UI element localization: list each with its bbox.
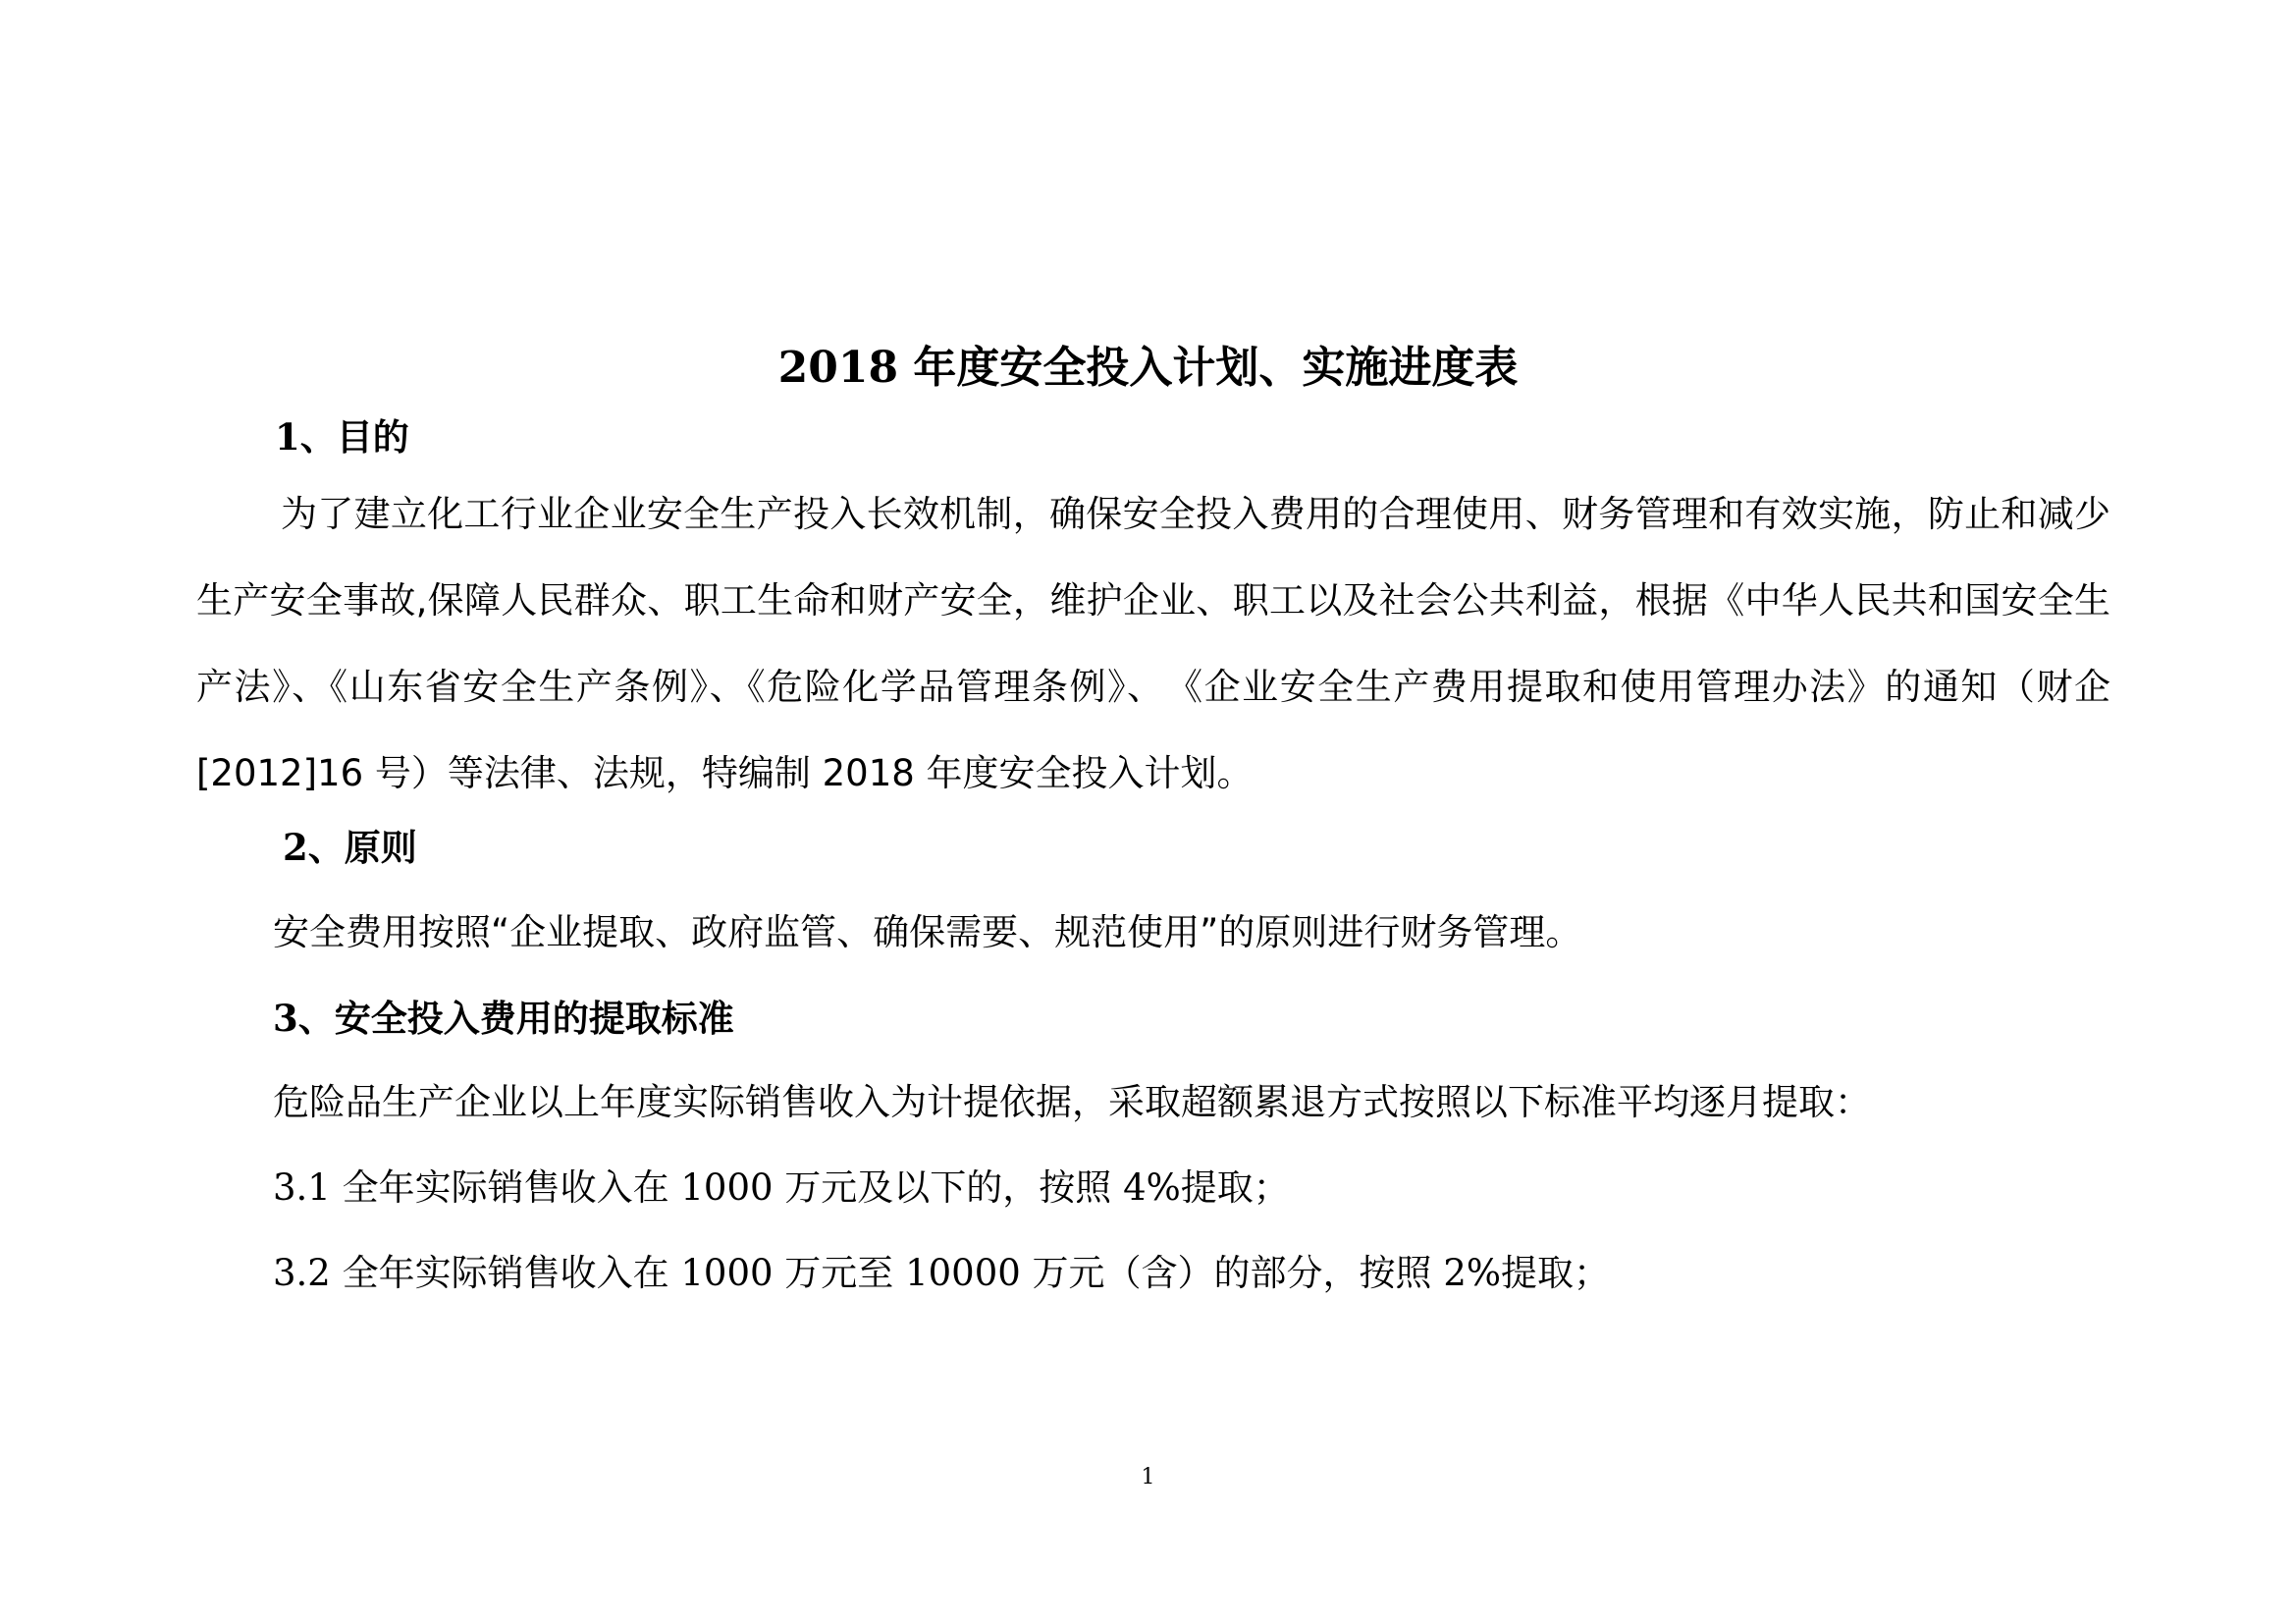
purpose-body-text: 为了建立化工行业企业安全生产投入长效机制，确保安全投入费用的合理使用、财务管理和有效实施，防止和减少生产安全事故,保障人民群众、职工生命和财产安全，维护企业、职工以及社会公共利益，根据《中华人民共和国安全生产法》、《山东省安全生产条例》、《危险化学品管理条例》、 《企业安全生产费用提取和使用管理办法》的通知（财企[2012]16 号）等法律、法规，特编制 2018 年度安全投入计划。 xyxy=(196,493,2110,794)
section-heading-standard xyxy=(273,994,734,1044)
item-rate: 4% xyxy=(1123,1166,1181,1209)
document-title: 2018 年度安全投入计划、实施进度表 xyxy=(777,343,1519,393)
purpose-paragraph xyxy=(196,471,2110,817)
section-number: 3 xyxy=(273,997,298,1040)
item-text: 万元（含）的部分，按照 xyxy=(1020,1252,1444,1294)
item-text: 万元及以下的，按照 xyxy=(773,1166,1124,1209)
section-title: 、原则 xyxy=(307,827,417,869)
item-amount: 10000 xyxy=(905,1252,1021,1294)
item-number: 3.1 xyxy=(273,1166,331,1209)
section-number: 1 xyxy=(275,415,300,459)
standard-item-3-1 xyxy=(273,1164,1290,1213)
standard-intro-text: 危险品生产企业以上年度实际销售收入为计提依据，采取超额累退方式按照以下标准平均逐月提取： xyxy=(273,1081,1871,1123)
item-number: 3.2 xyxy=(273,1252,331,1294)
standard-item-3-2 xyxy=(273,1249,1610,1298)
item-text: 全年实际销售收入在 xyxy=(330,1166,681,1209)
item-text: 提取； xyxy=(1501,1252,1611,1294)
section-heading-purpose xyxy=(275,412,409,462)
section-heading-principle xyxy=(283,823,417,873)
item-amount: 1000 xyxy=(680,1166,774,1209)
page-number: 1 xyxy=(1141,1465,1155,1489)
section-number: 2 xyxy=(283,826,308,869)
item-text: 万元至 xyxy=(773,1252,906,1294)
paragraph-indent xyxy=(196,493,281,535)
principle-body-text: 安全费用按照“企业提取、政府监管、确保需要、规范使用”的原则进行财务管理。 xyxy=(273,911,1582,953)
item-text: 全年实际销售收入在 xyxy=(330,1252,681,1294)
item-rate: 2% xyxy=(1443,1252,1502,1294)
item-text: 提取； xyxy=(1180,1166,1290,1209)
section-title: 、安全投入费用的提取标准 xyxy=(297,998,734,1040)
item-amount: 1000 xyxy=(680,1252,774,1294)
section-title: 、目的 xyxy=(299,416,409,459)
